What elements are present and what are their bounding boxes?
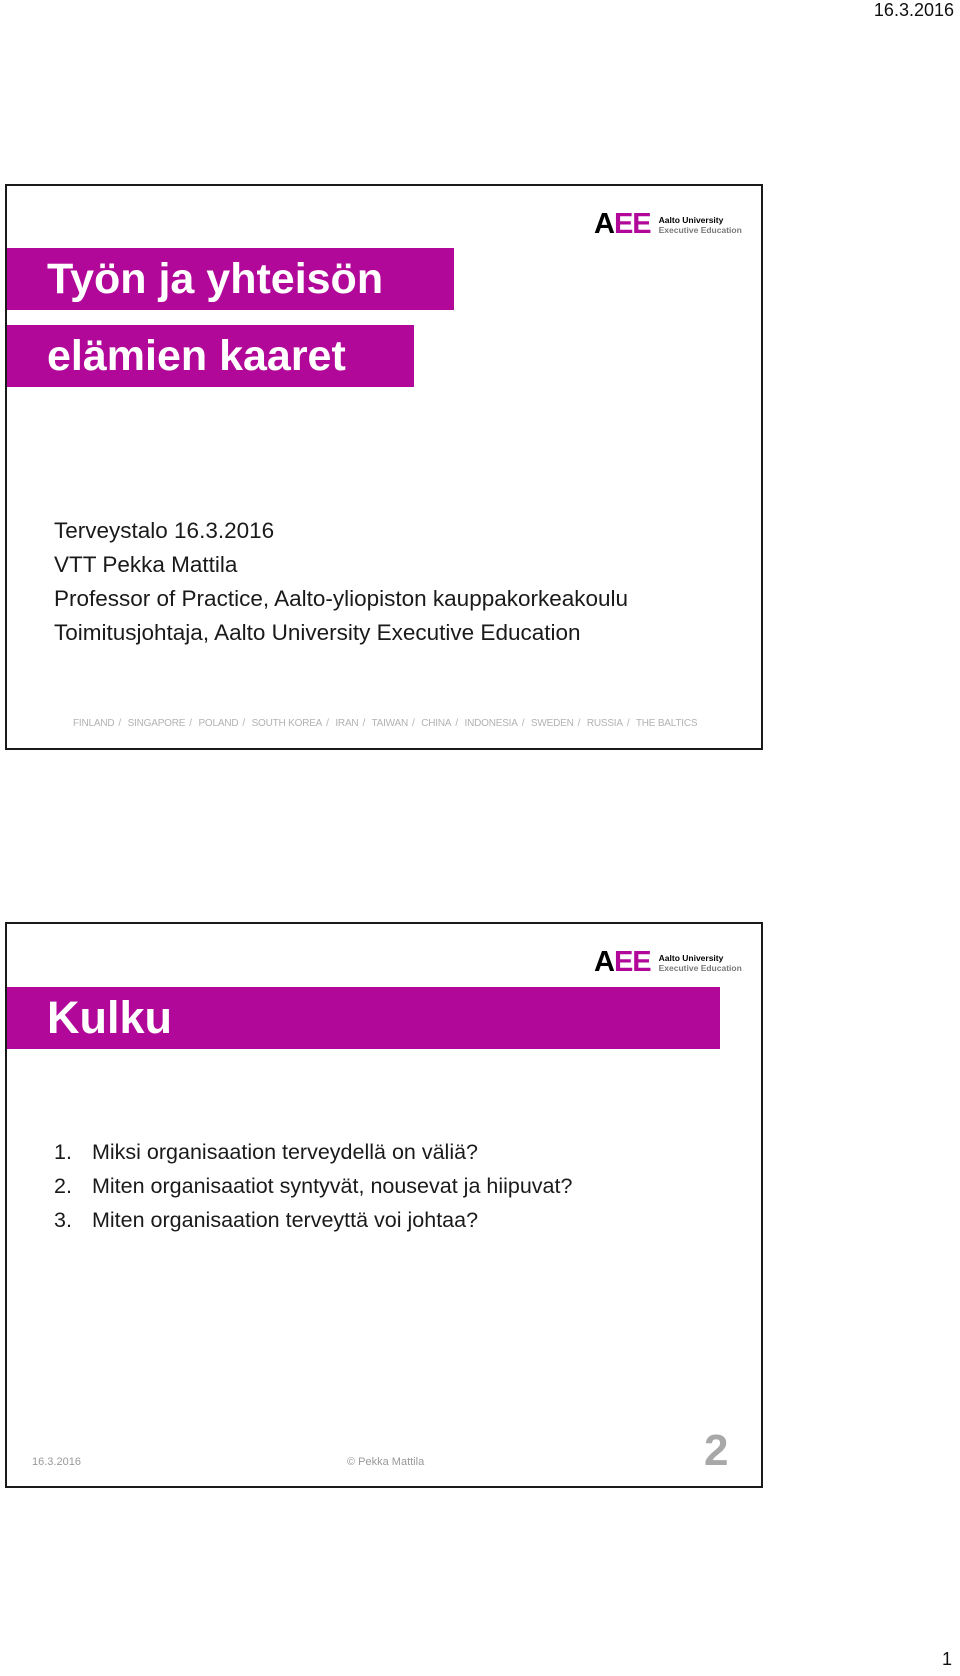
country: CHINA xyxy=(421,718,452,729)
country: SOUTH KOREA xyxy=(251,718,323,729)
country: IRAN xyxy=(335,718,359,729)
logo-line-1: Aalto University xyxy=(658,214,724,225)
country: THE BALTICS xyxy=(635,718,698,729)
country: TAIWAN xyxy=(371,718,409,729)
logo-line-2: Executive Education xyxy=(658,224,742,235)
page-date: 16.3.2016 xyxy=(873,0,954,20)
agenda-item: 2. Miten organisaatiot syntyvät, nousevat ja hiipuvat? xyxy=(54,1174,573,1198)
logo-mark: AEE xyxy=(594,208,651,240)
slide-footer-date: 16.3.2016 xyxy=(32,1456,81,1468)
aee-logo xyxy=(594,210,742,239)
slide-number: 2 xyxy=(704,1426,729,1475)
logo-mark: AEE xyxy=(594,946,651,978)
country: SINGAPORE xyxy=(127,718,186,729)
info-line: Toimitusjohtaja, Aalto University Executive Education xyxy=(54,620,581,645)
logo-text xyxy=(659,953,742,973)
country: RUSSIA xyxy=(586,718,623,729)
country: FINLAND xyxy=(73,718,115,729)
slide-title-line-2: elämien kaaret xyxy=(7,325,414,387)
logo-line-1: Aalto University xyxy=(658,952,724,963)
agenda-item: 3. Miten organisaation terveyttä voi johtaa? xyxy=(54,1208,479,1232)
info-line: VTT Pekka Mattila xyxy=(54,552,238,577)
agenda-item: 1. Miksi organisaation terveydellä on väliä? xyxy=(54,1140,479,1164)
logo-text xyxy=(659,215,742,235)
slide-title-line-1: Työn ja yhteisön xyxy=(7,248,454,310)
slide-title: Kulku xyxy=(7,987,720,1049)
slide-footer-copyright: © Pekka Mattila xyxy=(347,1456,425,1468)
country-list: FINLAND / SINGAPORE / POLAND / SOUTH KOREA / IRAN / TAIWAN / CHINA / INDONESIA / SWEDEN / RUSSIA / THE BALTICS xyxy=(73,718,698,729)
slide-1 xyxy=(5,184,763,750)
country: INDONESIA xyxy=(464,718,518,729)
logo-line-2: Executive Education xyxy=(658,962,742,973)
presenter-info xyxy=(54,514,628,650)
page-number: 1 xyxy=(941,1649,952,1669)
slide-2 xyxy=(5,922,763,1488)
info-line: Terveystalo 16.3.2016 xyxy=(54,518,275,543)
country: SWEDEN xyxy=(530,718,574,729)
country: POLAND xyxy=(198,718,239,729)
aee-logo xyxy=(594,948,742,977)
info-line: Professor of Practice, Aalto-yliopiston kauppakorkeakoulu xyxy=(54,586,629,611)
agenda-list xyxy=(54,1135,572,1237)
